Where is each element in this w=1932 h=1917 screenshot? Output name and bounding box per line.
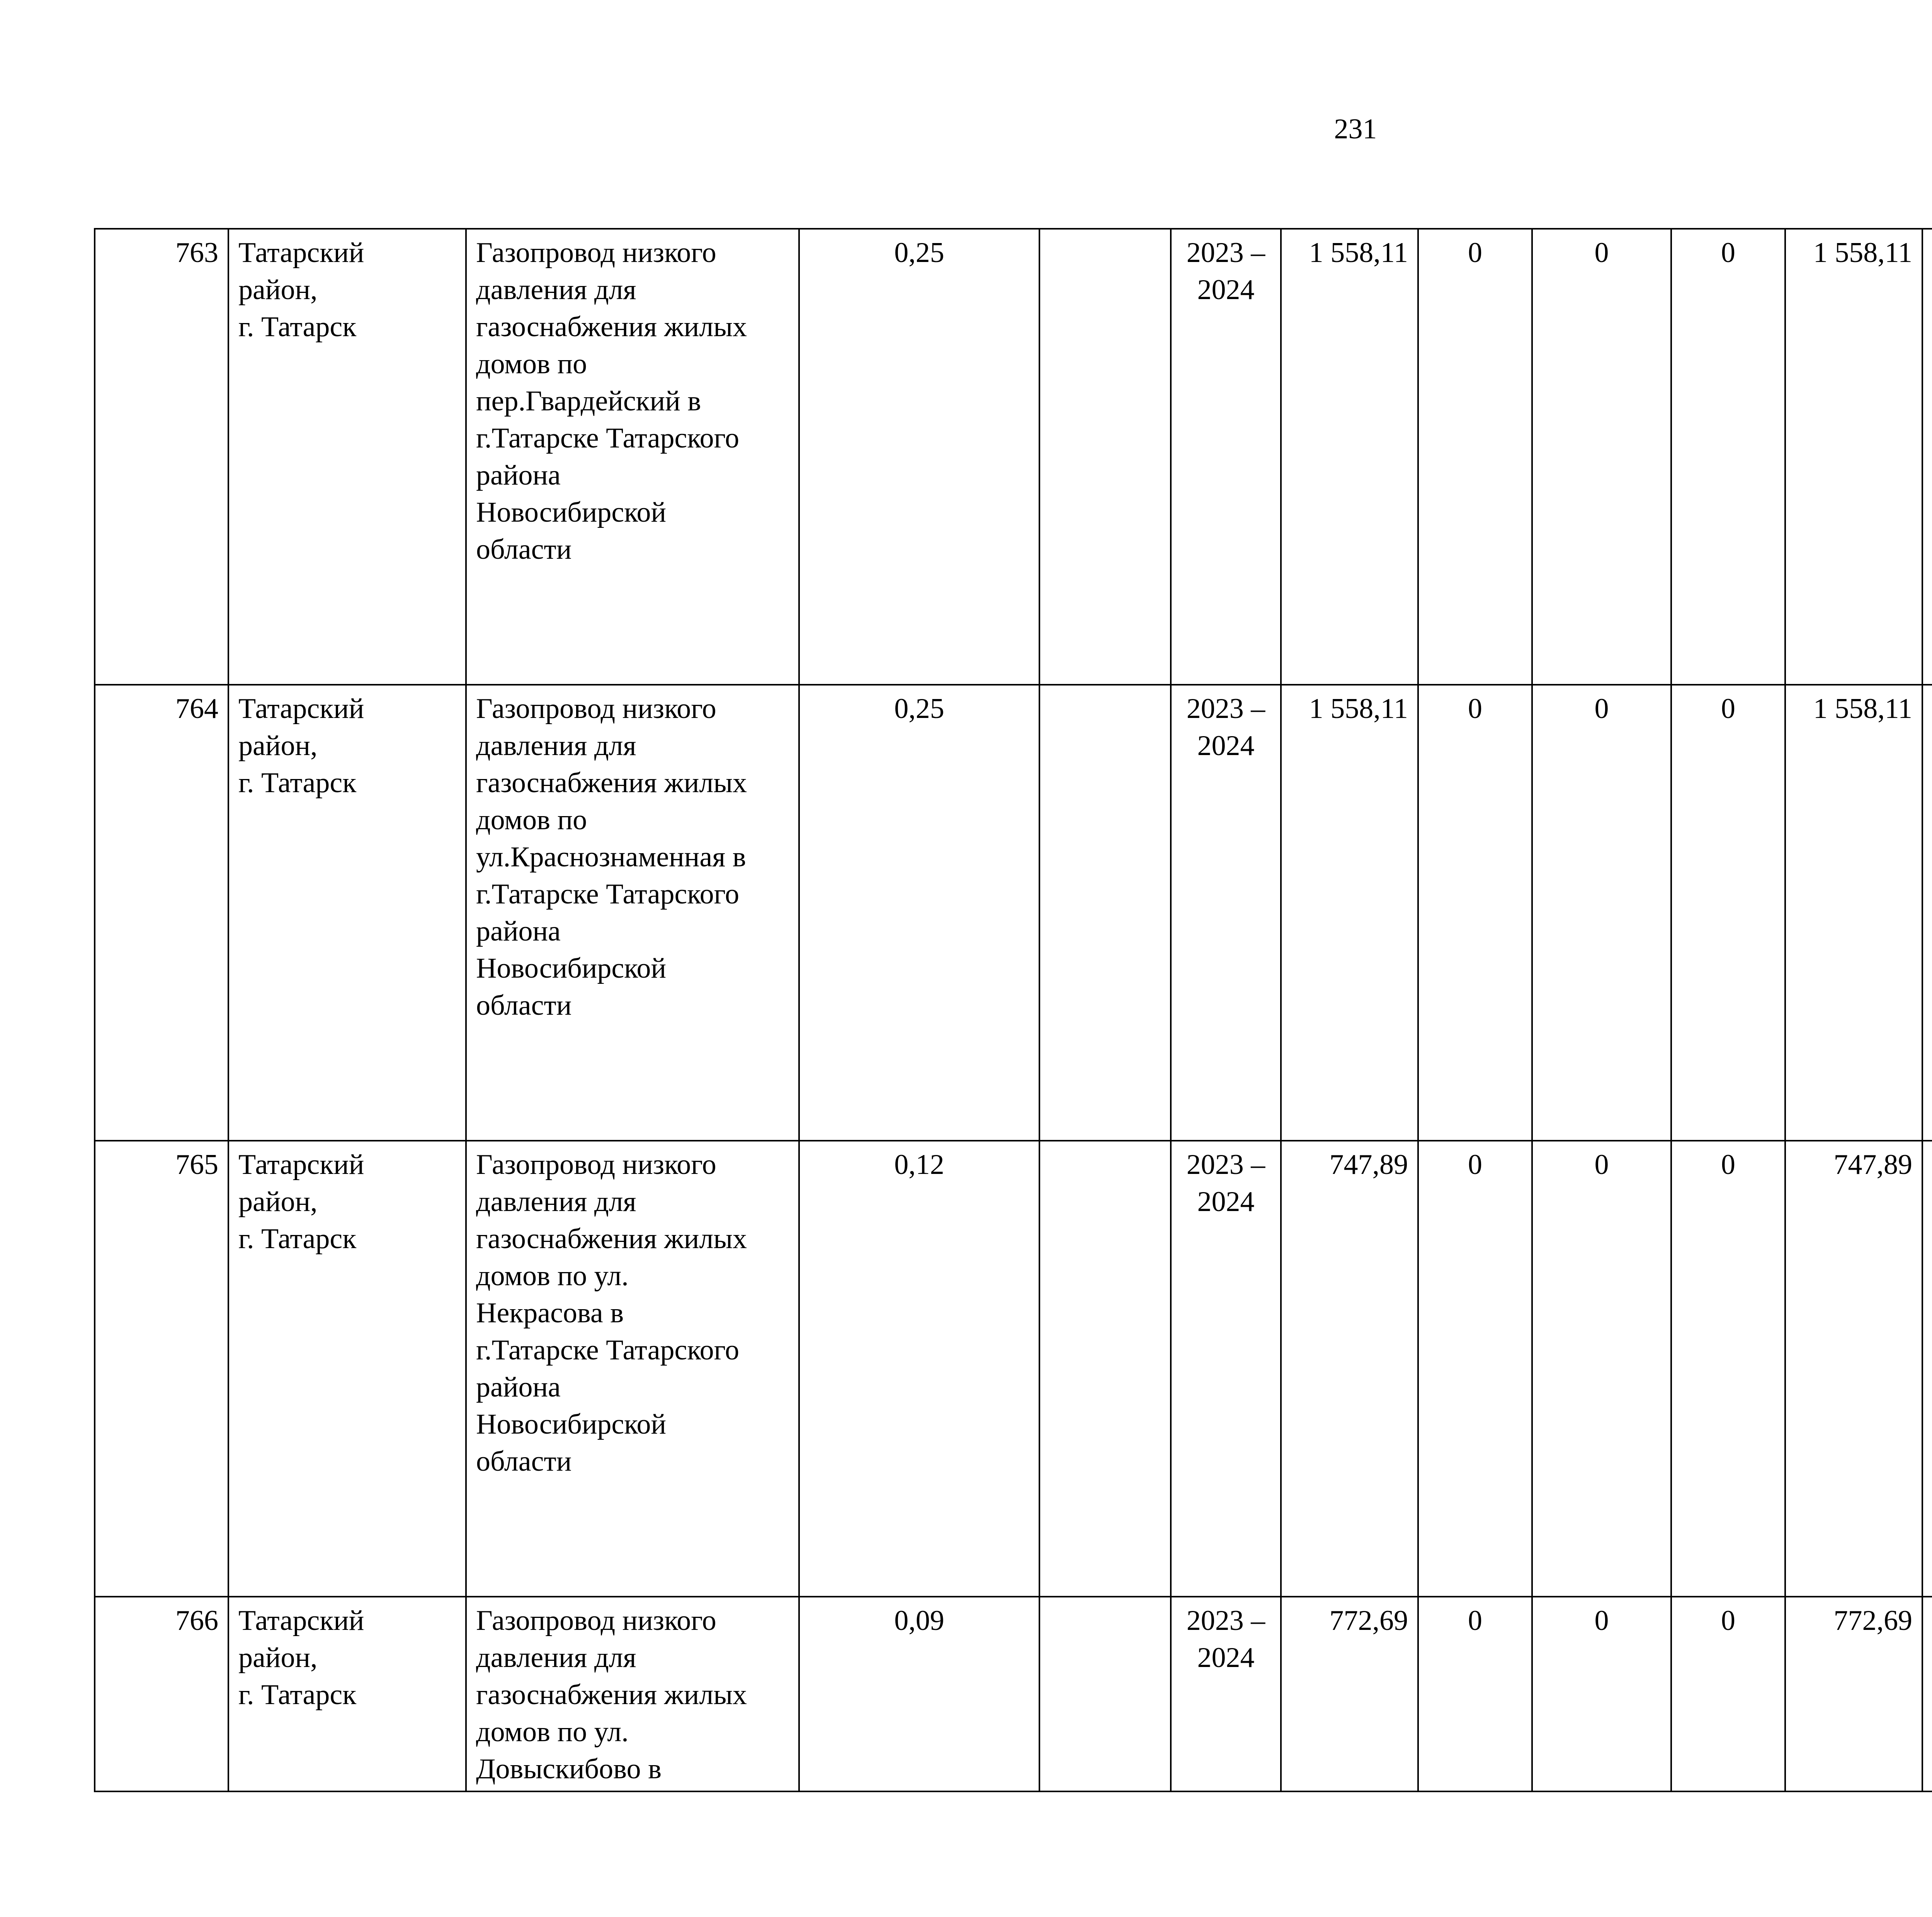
cell-years-line: 2023 – xyxy=(1186,1605,1265,1636)
cell-executor xyxy=(1922,1141,1932,1597)
cell-district-line: г. Татарск xyxy=(238,767,357,799)
cell-district-line: г. Татарск xyxy=(238,311,357,343)
cell-object-name-line: г.Татарске Татарского xyxy=(476,878,740,910)
cell-length: 0,25 xyxy=(799,229,1039,685)
cell-number: 764 xyxy=(95,685,228,1141)
cell-federal-budget: 0 xyxy=(1418,685,1532,1141)
cell-regional-budget: 0 xyxy=(1532,229,1671,685)
cell-total-cost: 1 558,11 xyxy=(1281,229,1418,685)
cell-district-line: Татарский xyxy=(238,693,364,725)
cell-object-name-line: области xyxy=(476,534,572,565)
table-row xyxy=(95,229,1932,685)
cell-years-line: 2024 xyxy=(1197,1186,1255,1218)
cell-years-line: 2023 – xyxy=(1186,693,1265,725)
cell-district-line: г. Татарск xyxy=(238,1679,357,1711)
cell-object-name-line: района xyxy=(476,915,561,947)
cell-years-line: 2023 – xyxy=(1186,237,1265,269)
cell-number: 765 xyxy=(95,1141,228,1597)
cell-district-line: район, xyxy=(238,1186,318,1218)
cell-object-name-line: Газопровод низкого xyxy=(476,1605,716,1636)
table-row xyxy=(95,1597,1932,1791)
cell-years xyxy=(1171,1597,1281,1791)
gas-pipeline-table xyxy=(94,228,1932,1792)
cell-object-name-line: района xyxy=(476,459,561,491)
cell-capacity xyxy=(1039,685,1171,1141)
cell-federal-budget: 0 xyxy=(1418,1597,1532,1791)
cell-executor xyxy=(1922,229,1932,685)
cell-object-name-line: давления для xyxy=(476,274,636,306)
cell-district-line: район, xyxy=(238,1642,318,1674)
cell-total-cost: 1 558,11 xyxy=(1281,685,1418,1141)
cell-object-name-line: газоснабжения жилых xyxy=(476,1223,747,1255)
cell-district-line: Татарский xyxy=(238,237,364,269)
cell-regional-budget: 0 xyxy=(1532,1141,1671,1597)
cell-extrabudgetary: 772,69 xyxy=(1785,1597,1922,1791)
cell-capacity xyxy=(1039,1597,1171,1791)
cell-object-name-line: области xyxy=(476,990,572,1021)
cell-object-name-line: района xyxy=(476,1371,561,1403)
cell-local-budget: 0 xyxy=(1671,1597,1785,1791)
table-body xyxy=(95,229,1932,1791)
cell-object-name xyxy=(466,1141,799,1597)
cell-district xyxy=(228,685,466,1141)
cell-capacity xyxy=(1039,1141,1171,1597)
cell-object-name-line: Новосибирской xyxy=(476,497,667,528)
cell-district-line: район, xyxy=(238,730,318,762)
cell-object-name-line: газоснабжения жилых xyxy=(476,767,747,799)
cell-years-line: 2023 – xyxy=(1186,1149,1265,1180)
cell-object-name-line: Газопровод низкого xyxy=(476,693,716,725)
cell-federal-budget: 0 xyxy=(1418,229,1532,685)
cell-extrabudgetary: 1 558,11 xyxy=(1785,685,1922,1141)
cell-object-name-line: ул.Краснознаменная в xyxy=(476,841,746,873)
cell-years-line: 2024 xyxy=(1197,1642,1255,1674)
cell-district-line: Татарский xyxy=(238,1605,364,1636)
cell-executor xyxy=(1922,1597,1932,1791)
cell-regional-budget: 0 xyxy=(1532,1597,1671,1791)
cell-object-name-line: Некрасова в xyxy=(476,1297,624,1329)
cell-object-name-line: газоснабжения жилых xyxy=(476,1679,747,1711)
cell-executor xyxy=(1922,685,1932,1141)
cell-years-line: 2024 xyxy=(1197,730,1255,762)
cell-district xyxy=(228,229,466,685)
cell-object-name-line: Газопровод низкого xyxy=(476,237,716,269)
cell-object-name-line: домов по xyxy=(476,804,587,836)
cell-object-name-line: пер.Гвардейский в xyxy=(476,385,701,417)
cell-object-name-line: газоснабжения жилых xyxy=(476,311,747,343)
cell-federal-budget: 0 xyxy=(1418,1141,1532,1597)
cell-object-name-line: Довыскибово в xyxy=(476,1753,662,1785)
cell-object-name-line: домов по ул. xyxy=(476,1716,629,1748)
cell-regional-budget: 0 xyxy=(1532,685,1671,1141)
cell-length: 0,25 xyxy=(799,685,1039,1141)
cell-object-name-line: Новосибирской xyxy=(476,953,667,984)
cell-total-cost: 772,69 xyxy=(1281,1597,1418,1791)
cell-object-name-line: давления для xyxy=(476,730,636,762)
cell-length: 0,09 xyxy=(799,1597,1039,1791)
cell-object-name-line: домов по ул. xyxy=(476,1260,629,1292)
table-row xyxy=(95,685,1932,1141)
cell-district-line: г. Татарск xyxy=(238,1223,357,1255)
cell-local-budget: 0 xyxy=(1671,229,1785,685)
cell-object-name-line: давления для xyxy=(476,1186,636,1218)
cell-number: 763 xyxy=(95,229,228,685)
cell-object-name-line: Газопровод низкого xyxy=(476,1149,716,1180)
cell-object-name-line: г.Татарске Татарского xyxy=(476,422,740,454)
cell-extrabudgetary: 747,89 xyxy=(1785,1141,1922,1597)
cell-local-budget: 0 xyxy=(1671,1141,1785,1597)
cell-years xyxy=(1171,229,1281,685)
cell-extrabudgetary: 1 558,11 xyxy=(1785,229,1922,685)
cell-years-line: 2024 xyxy=(1197,274,1255,306)
cell-object-name xyxy=(466,685,799,1141)
cell-object-name-line: Новосибирской xyxy=(476,1408,667,1440)
cell-object-name xyxy=(466,229,799,685)
cell-district-line: район, xyxy=(238,274,318,306)
cell-local-budget: 0 xyxy=(1671,685,1785,1141)
cell-total-cost: 747,89 xyxy=(1281,1141,1418,1597)
cell-object-name-line: домов по xyxy=(476,348,587,380)
cell-district xyxy=(228,1141,466,1597)
cell-length: 0,12 xyxy=(799,1141,1039,1597)
cell-district xyxy=(228,1597,466,1791)
cell-object-name-line: г.Татарске Татарского xyxy=(476,1334,740,1366)
cell-capacity xyxy=(1039,229,1171,685)
cell-number: 766 xyxy=(95,1597,228,1791)
cell-years xyxy=(1171,1141,1281,1597)
cell-object-name xyxy=(466,1597,799,1791)
cell-object-name-line: давления для xyxy=(476,1642,636,1674)
cell-object-name-line: области xyxy=(476,1446,572,1477)
cell-years xyxy=(1171,685,1281,1141)
page-number: 231 xyxy=(1334,113,1377,145)
cell-district-line: Татарский xyxy=(238,1149,364,1180)
table-row xyxy=(95,1141,1932,1597)
